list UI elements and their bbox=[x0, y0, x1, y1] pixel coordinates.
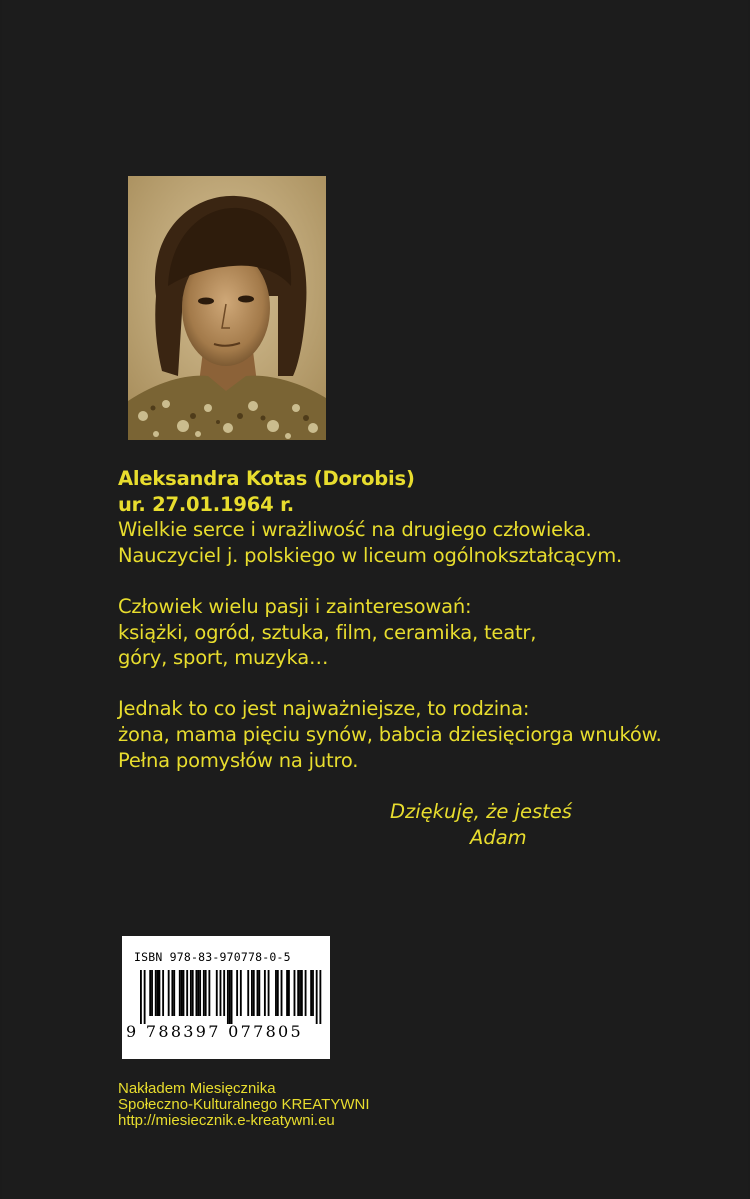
barcode-bar bbox=[162, 970, 164, 1016]
barcode-bar bbox=[140, 970, 142, 1024]
barcode-bar bbox=[151, 970, 153, 1016]
author-birth-date: ur. 27.01.1964 r. bbox=[118, 492, 294, 516]
barcode-bar bbox=[231, 970, 233, 1024]
barcode-bar bbox=[312, 970, 314, 1016]
barcode-bar bbox=[179, 970, 181, 1016]
description-line: góry, sport, muzyka… bbox=[118, 646, 329, 670]
barcode-bar bbox=[297, 970, 299, 1016]
barcode-bar bbox=[223, 970, 225, 1016]
description-line: książki, ogród, sztuka, film, ceramika, teatr, bbox=[118, 620, 537, 644]
description-line: Nauczyciel j. polskiego w liceum ogólnokształcącym. bbox=[118, 543, 623, 567]
dedication-signature: Adam bbox=[470, 826, 527, 849]
barcode-bar bbox=[205, 970, 207, 1016]
barcode-bar bbox=[144, 970, 146, 1024]
barcode-bar bbox=[181, 970, 183, 1016]
barcode-bar bbox=[203, 970, 205, 1016]
barcode-bar bbox=[275, 970, 277, 1016]
paragraph-gap bbox=[118, 568, 748, 594]
barcode-bar bbox=[216, 970, 218, 1016]
barcode-bar bbox=[229, 970, 231, 1024]
barcode-bar bbox=[316, 970, 318, 1024]
barcode-bar bbox=[171, 970, 173, 1016]
barcode-bar bbox=[251, 970, 253, 1016]
barcode-bar bbox=[197, 970, 199, 1016]
isbn-digits: 9 788397 077805 bbox=[126, 1022, 304, 1041]
description-line: Pełna pomysłów na jutro. bbox=[118, 748, 359, 772]
isbn-label: ISBN 978-83-970778-0-5 bbox=[134, 950, 291, 964]
barcode-bar bbox=[149, 970, 151, 1016]
barcode-bar bbox=[157, 970, 159, 1016]
description-line: żona, mama pięciu synów, babcia dziesięciorga wnuków. bbox=[118, 722, 662, 746]
barcode-bar bbox=[299, 970, 301, 1016]
description-line: Wielkie serce i wrażliwość na drugiego człowieka. bbox=[118, 518, 592, 542]
barcode-bar bbox=[277, 970, 279, 1016]
isbn-barcode bbox=[122, 936, 330, 1059]
barcode-bar bbox=[155, 970, 157, 1016]
barcode-bar bbox=[319, 970, 321, 1024]
barcode-bar bbox=[227, 970, 229, 1024]
barcode-bar bbox=[190, 970, 192, 1016]
author-portrait bbox=[128, 176, 326, 440]
barcode-bar bbox=[220, 970, 222, 1016]
paragraph-gap bbox=[118, 671, 748, 697]
barcode-bar bbox=[310, 970, 312, 1016]
description-line: Jednak to co jest najważniejsze, to rodzina: bbox=[118, 697, 530, 721]
author-name: Aleksandra Kotas (Dorobis) bbox=[118, 467, 415, 490]
barcode-bar bbox=[264, 970, 266, 1016]
barcode-bar bbox=[173, 970, 175, 1016]
dedication-line: Dziękuję, że jesteś bbox=[390, 800, 572, 823]
barcode-bar bbox=[236, 970, 238, 1016]
publisher-line: Społeczno-Kulturalnego KREATYWNI bbox=[118, 1096, 370, 1113]
description-line: Człowiek wielu pasji i zainteresowań: bbox=[118, 594, 472, 618]
barcode-bar bbox=[186, 970, 188, 1016]
barcode-bar bbox=[268, 970, 270, 1016]
barcode-bar bbox=[288, 970, 290, 1016]
barcode-bar bbox=[305, 970, 307, 1016]
publisher-line: Nakładem Miesięcznika bbox=[118, 1080, 276, 1097]
barcode-bar bbox=[199, 970, 201, 1016]
barcode-bar bbox=[301, 970, 303, 1016]
barcode-bar bbox=[208, 970, 210, 1016]
back-cover bbox=[2, 0, 748, 1199]
barcode-bar bbox=[281, 970, 283, 1016]
publisher-url[interactable]: http://miesiecznik.e-kreatywni.eu bbox=[118, 1112, 335, 1129]
barcode-bar bbox=[168, 970, 170, 1016]
publisher-info bbox=[118, 1081, 370, 1129]
barcode-bar bbox=[253, 970, 255, 1016]
barcode-bar bbox=[247, 970, 249, 1016]
barcode-bar bbox=[196, 970, 198, 1016]
barcode-bar bbox=[257, 970, 259, 1016]
barcode-bar bbox=[286, 970, 288, 1016]
barcode-bar bbox=[258, 970, 260, 1016]
author-description bbox=[118, 466, 748, 773]
barcode-bar bbox=[159, 970, 161, 1016]
barcode-bar bbox=[240, 970, 242, 1016]
barcode-bar bbox=[192, 970, 194, 1016]
barcode-bar bbox=[294, 970, 296, 1016]
barcode-bar bbox=[183, 970, 185, 1016]
